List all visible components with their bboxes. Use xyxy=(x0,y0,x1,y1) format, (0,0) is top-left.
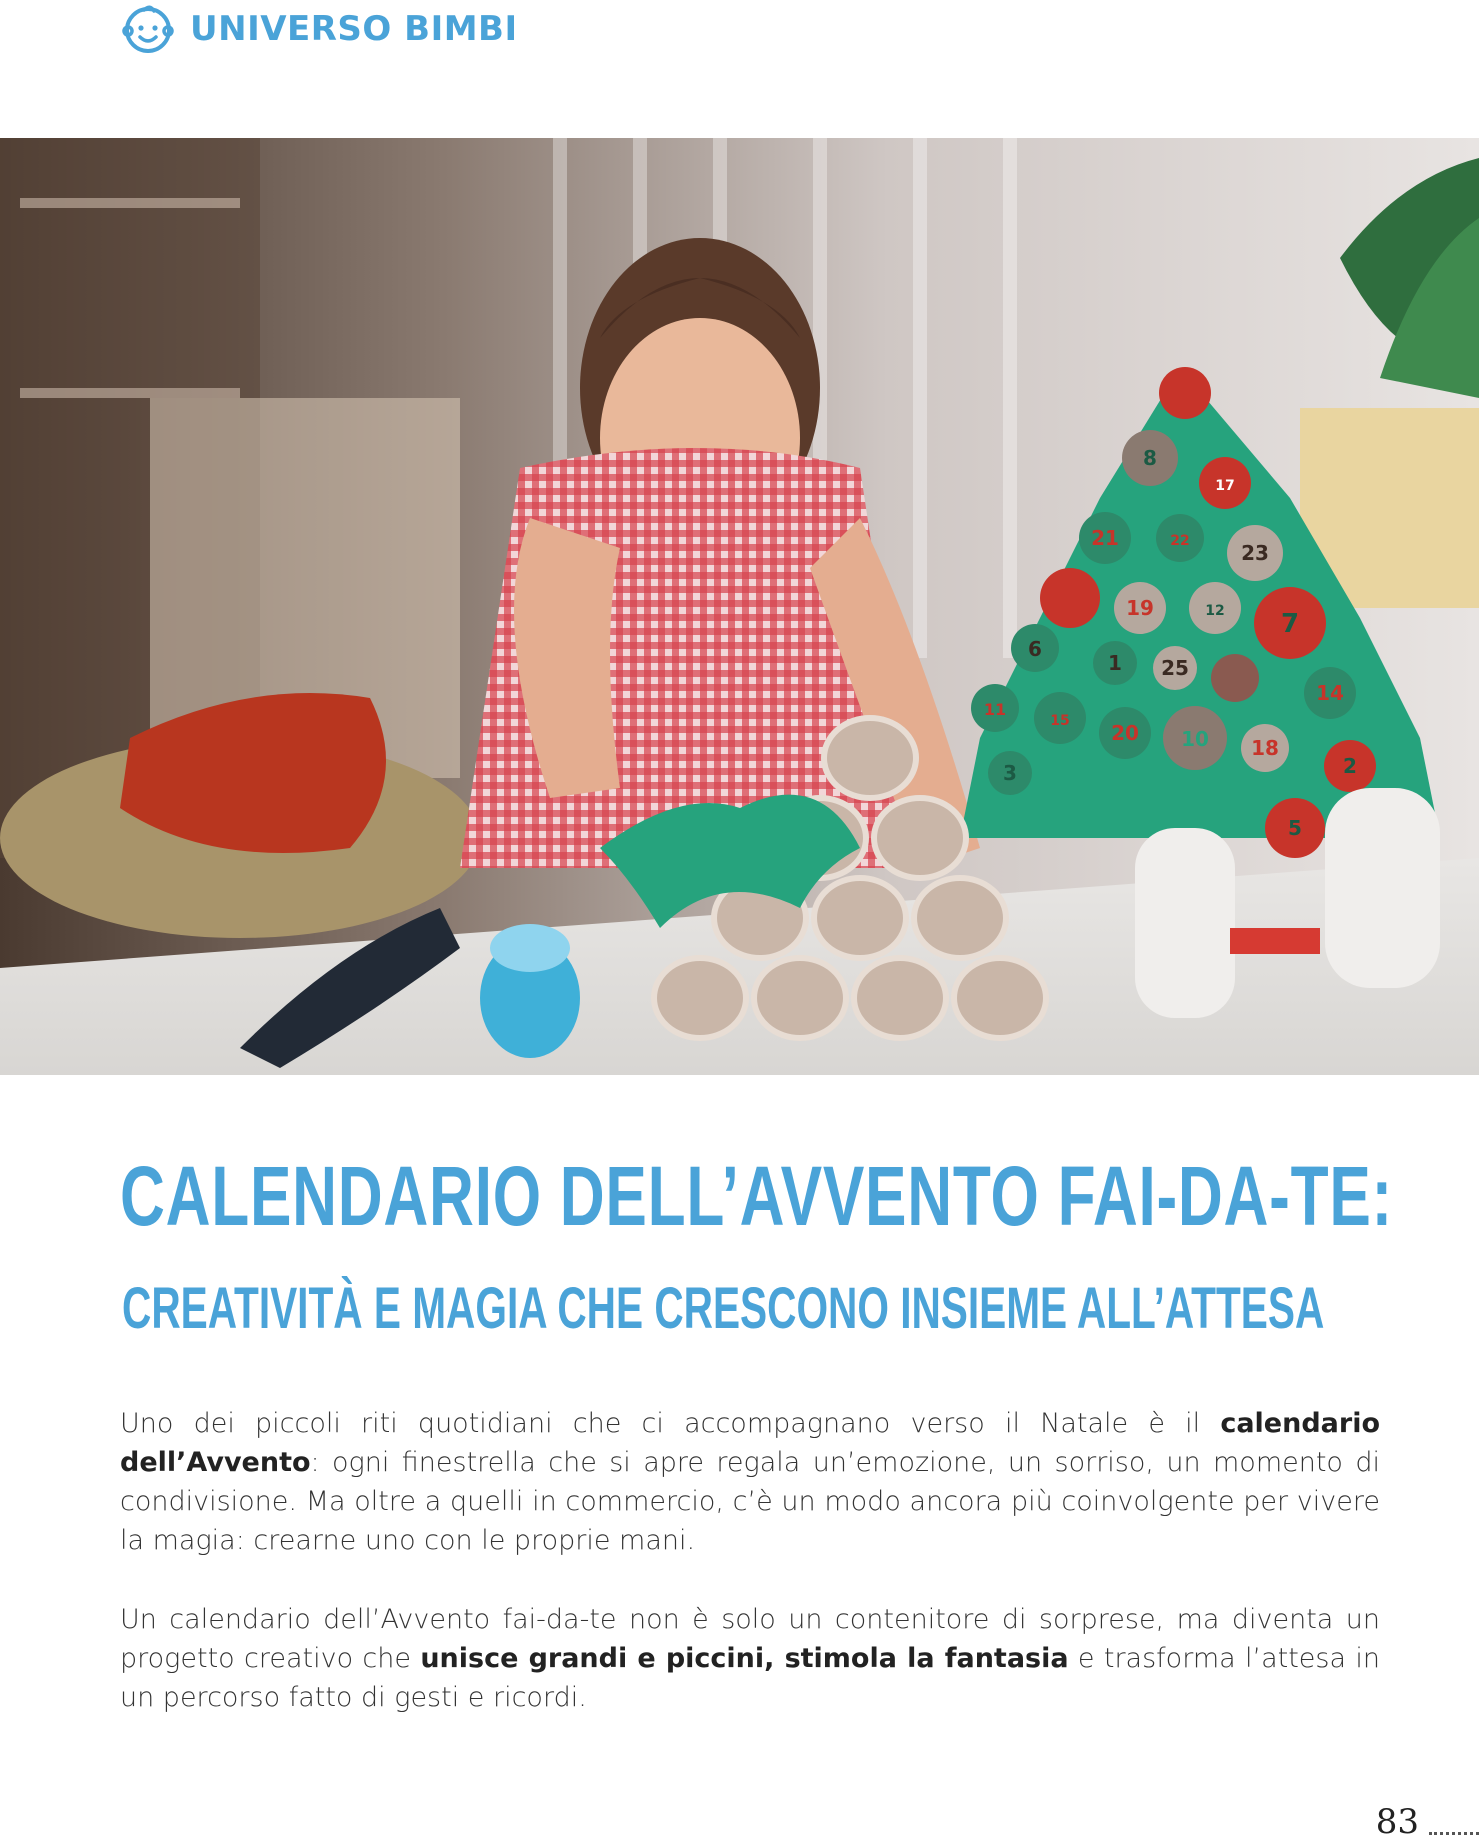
paragraph-text: Uno dei piccoli riti quotidiani che ci accompagnano verso il Natale è il xyxy=(120,1408,1221,1439)
paragraph-1 xyxy=(120,1404,1380,1560)
advent-number: 5 xyxy=(1288,816,1302,840)
advent-number: 25 xyxy=(1161,656,1189,680)
advent-number: 1 xyxy=(1108,651,1122,675)
advent-number: 20 xyxy=(1111,721,1139,745)
advent-number: 10 xyxy=(1181,727,1209,751)
advent-number: 23 xyxy=(1241,541,1269,565)
page-folio xyxy=(1376,1802,1479,1842)
paragraph-text: Un calendario dell’Avvento fai-da-te non è solo un contenitore di sorprese, ma diventa un progetto creativo che xyxy=(120,1604,1380,1674)
advent-number: 21 xyxy=(1091,526,1119,550)
paragraph-2 xyxy=(120,1600,1380,1717)
article-title: CALENDARIO DELL’AVVENTO FAI-DA-TE: xyxy=(120,1149,1393,1243)
advent-number: 6 xyxy=(1028,637,1042,661)
paragraph-text: e trasforma l’attesa in un percorso fatto di gesti e ricordi. xyxy=(120,1643,1380,1713)
paragraph-highlight: calendario dell’Avvento xyxy=(120,1408,1380,1478)
advent-number: 7 xyxy=(1280,609,1300,639)
paragraph-text: : ogni finestrella che si apre regala un’emozione, un sorriso, un momento di condivisione. Ma oltre a quelli in commercio, c’è un modo ancora più coinvolgente per vivere la magia: crearne uno con le proprie mani. xyxy=(120,1447,1380,1556)
advent-number: 12 xyxy=(1205,603,1225,619)
article-subtitle: CREATIVITÀ E MAGIA CHE CRESCONO INSIEME ALL’ATTESA xyxy=(122,1276,1325,1341)
advent-number: 22 xyxy=(1170,533,1190,549)
folio-dots xyxy=(1429,1828,1479,1835)
advent-number: 8 xyxy=(1143,446,1157,470)
paragraph-highlight: unisce grandi e piccini, stimola la fantasia xyxy=(420,1643,1069,1674)
hero-photo xyxy=(0,138,1479,1075)
advent-number: 15 xyxy=(1050,713,1070,729)
advent-number: 19 xyxy=(1126,596,1154,620)
advent-number: 2 xyxy=(1343,754,1357,778)
section-header xyxy=(120,4,518,54)
advent-number: 18 xyxy=(1251,736,1279,760)
advent-number: 17 xyxy=(1215,478,1235,494)
section-title: UNIVERSO BIMBI xyxy=(190,9,518,49)
advent-number: 3 xyxy=(1003,761,1017,785)
advent-number: 14 xyxy=(1316,681,1344,705)
page-number: 83 xyxy=(1375,1802,1419,1842)
advent-number: 11 xyxy=(983,700,1007,719)
baby-face-icon xyxy=(120,1,176,57)
